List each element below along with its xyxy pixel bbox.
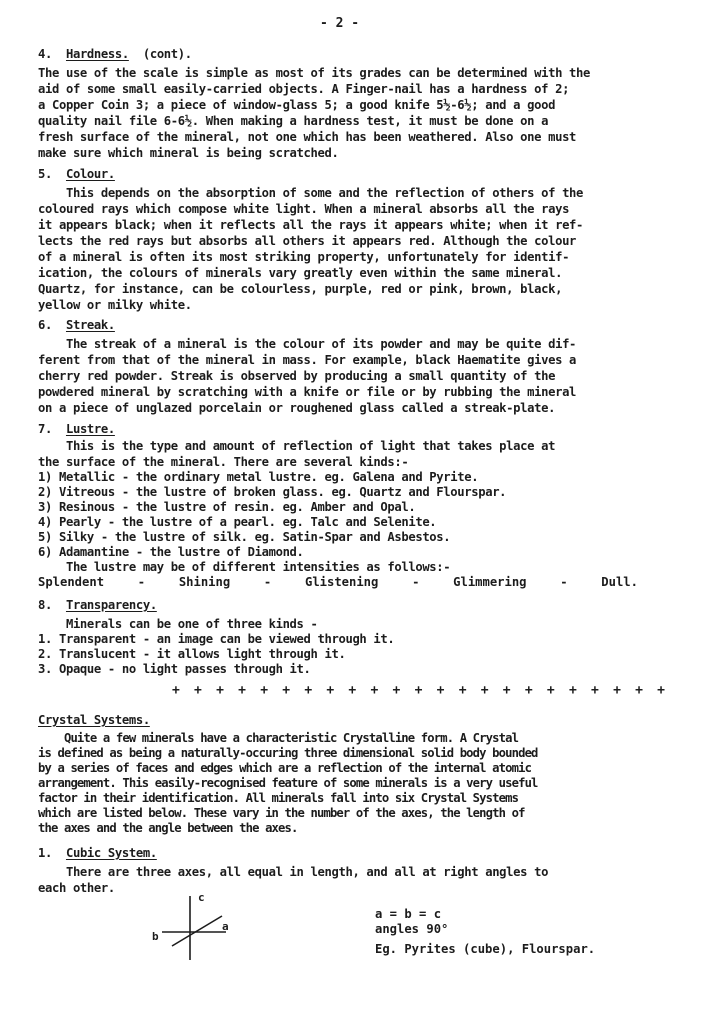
paragraph-line: each other. [38,881,115,895]
list-item: 4) Pearly - the lustre of a pearl. eg. Talc and Selenite. [38,515,437,529]
paragraph-line: Quite a few minerals have a characteristic Crystalline form. A Crystal [38,731,519,745]
axis-label-b: b [152,930,159,943]
heading-title: Transparency. [65,598,157,612]
paragraph-line: There are three axes, all equal in length, and all at right angles to [38,865,549,879]
mineral-examples: Eg. Pyrites (cube), Flourspar. [375,942,596,956]
paragraph-line: which are listed below. These vary in the number of the axes, the length of [38,806,525,820]
paragraph-line: factor in their identification. All minerals fall into six Crystal Systems [38,791,519,805]
paragraph-line: is defined as being a naturally-occuring three dimensional solid body bounded [38,746,538,760]
paragraph-line: Minerals can be one of three kinds - [38,617,318,631]
section-heading-colour [38,167,115,182]
paragraph-line: fresh surface of the mineral, not one which has been weathered. Also one must [38,130,577,144]
section-heading-lustre [38,422,115,437]
section-heading-cubic-system [38,846,157,861]
intensity-term: Glimmering [453,575,527,589]
separator-line: + + + + + + + + + + + + + + + + + + + + + + + [172,683,669,698]
list-item: 1. Transparent - an image can be viewed through it. [38,632,395,646]
heading-title: Crystal Systems. [38,713,150,727]
cubic-axes-diagram [148,888,258,968]
section-heading-transparency [38,598,157,613]
heading-suffix: (cont). [142,47,192,61]
paragraph-line: make sure which mineral is being scratched. [38,146,339,160]
list-item: 6) Adamantine - the lustre of Diamond. [38,545,304,559]
paragraph-line: cherry red powder. Streak is observed by producing a small quantity of the [38,369,556,383]
section-heading-crystal-systems [38,713,150,728]
paragraph-line: yellow or milky white. [38,298,192,312]
paragraph-line: powdered mineral by scratching with a knife or file or by rubbing the mineral [38,385,577,399]
section-heading-hardness [38,47,192,62]
axes-angles: angles 90° [375,922,449,936]
paragraph-line: aid of some small easily-carried objects. A Finger-nail has a hardness of 2; [38,82,570,96]
list-item: 3. Opaque - no light passes through it. [38,662,311,676]
heading-title: Streak. [65,318,115,332]
paragraph-line: The lustre may be of different intensities as follows:- [38,560,451,574]
heading-title: Lustre. [65,422,115,436]
paragraph-line: by a series of faces and edges which are a reflection of the internal atomic [38,761,532,775]
paragraph-line: coloured rays which compose white light. When a mineral absorbs all the rays [38,202,570,216]
paragraph-line: the axes and the angle between the axes. [38,821,298,835]
intensity-dash: - [137,575,146,589]
heading-title: Colour. [65,167,115,181]
heading-title: Cubic System. [65,846,157,860]
paragraph-line: Quartz, for instance, can be colourless, purple, red or pink, brown, black, [38,282,563,296]
paragraph-line: The streak of a mineral is the colour of its powder and may be quite dif- [38,337,577,351]
paragraph-line: The use of the scale is simple as most of its grades can be determined with the [38,66,591,80]
intensity-term: Splendent [38,575,105,589]
section-heading-streak [38,318,115,333]
paragraph-line: quality nail file 6-6½. When making a hardness test, it must be done on a [38,114,549,128]
heading-number: 5. [38,167,52,181]
list-item: 5) Silky - the lustre of silk. eg. Satin-Spar and Asbestos. [38,530,451,544]
paragraph-line: a Copper Coin 3; a piece of window-glass 5; a good knife 5½-6½; and a good [38,98,556,112]
intensity-term: Glistening [304,575,379,589]
paragraph-line: the surface of the mineral. There are several kinds:- [38,455,409,469]
list-item: 3) Resinous - the lustre of resin. eg. Amber and Opal. [38,500,416,514]
axes-equation: a = b = c [375,907,442,921]
axis-label-c: c [198,891,205,904]
paragraph-line: lects the red rays but absorbs all others it appears red. Although the colour [38,234,577,248]
paragraph-line: it appears black; when it reflects all the rays it appears white; when it ref- [38,218,584,232]
intensity-term: Dull. [601,575,638,589]
heading-number: 1. [38,846,52,860]
intensity-dash: - [560,575,568,589]
paragraph-line: This depends on the absorption of some and the reflection of others of the [38,186,584,200]
paragraph-line: ferent from that of the mineral in mass. For example, black Haematite gives a [38,353,577,367]
heading-title: Hardness. [65,47,129,61]
list-item: 1) Metallic - the ordinary metal lustre. eg. Galena and Pyrite. [38,470,479,484]
heading-number: 8. [38,598,52,612]
list-item: 2. Translucent - it allows light through it. [38,647,346,661]
paragraph-line: on a piece of unglazed porcelain or roughened glass called a streak-plate. [38,401,556,415]
axis-label-a: a [222,920,229,933]
list-item: 2) Vitreous - the lustre of broken glass. eg. Quartz and Flourspar. [38,485,507,499]
paragraph-line: ication, the colours of minerals vary greatly even within the same mineral. [38,266,563,280]
paragraph-line: of a mineral is often its most striking property, unfortunately for identif- [38,250,570,264]
paragraph-line: arrangement. This easily-recognised feature of some minerals is a very useful [38,776,538,790]
paragraph-line: This is the type and amount of reflection of light that takes place at [38,439,556,453]
intensity-term: Shining [178,575,231,589]
axis-b-line [172,916,222,946]
page-number: - 2 - [320,16,360,31]
heading-number: 7. [38,422,52,436]
intensity-dash: - [412,575,420,589]
heading-number: 6. [38,318,52,332]
heading-number: 4. [38,47,52,61]
intensity-scale [38,575,638,589]
intensity-dash: - [263,575,272,589]
